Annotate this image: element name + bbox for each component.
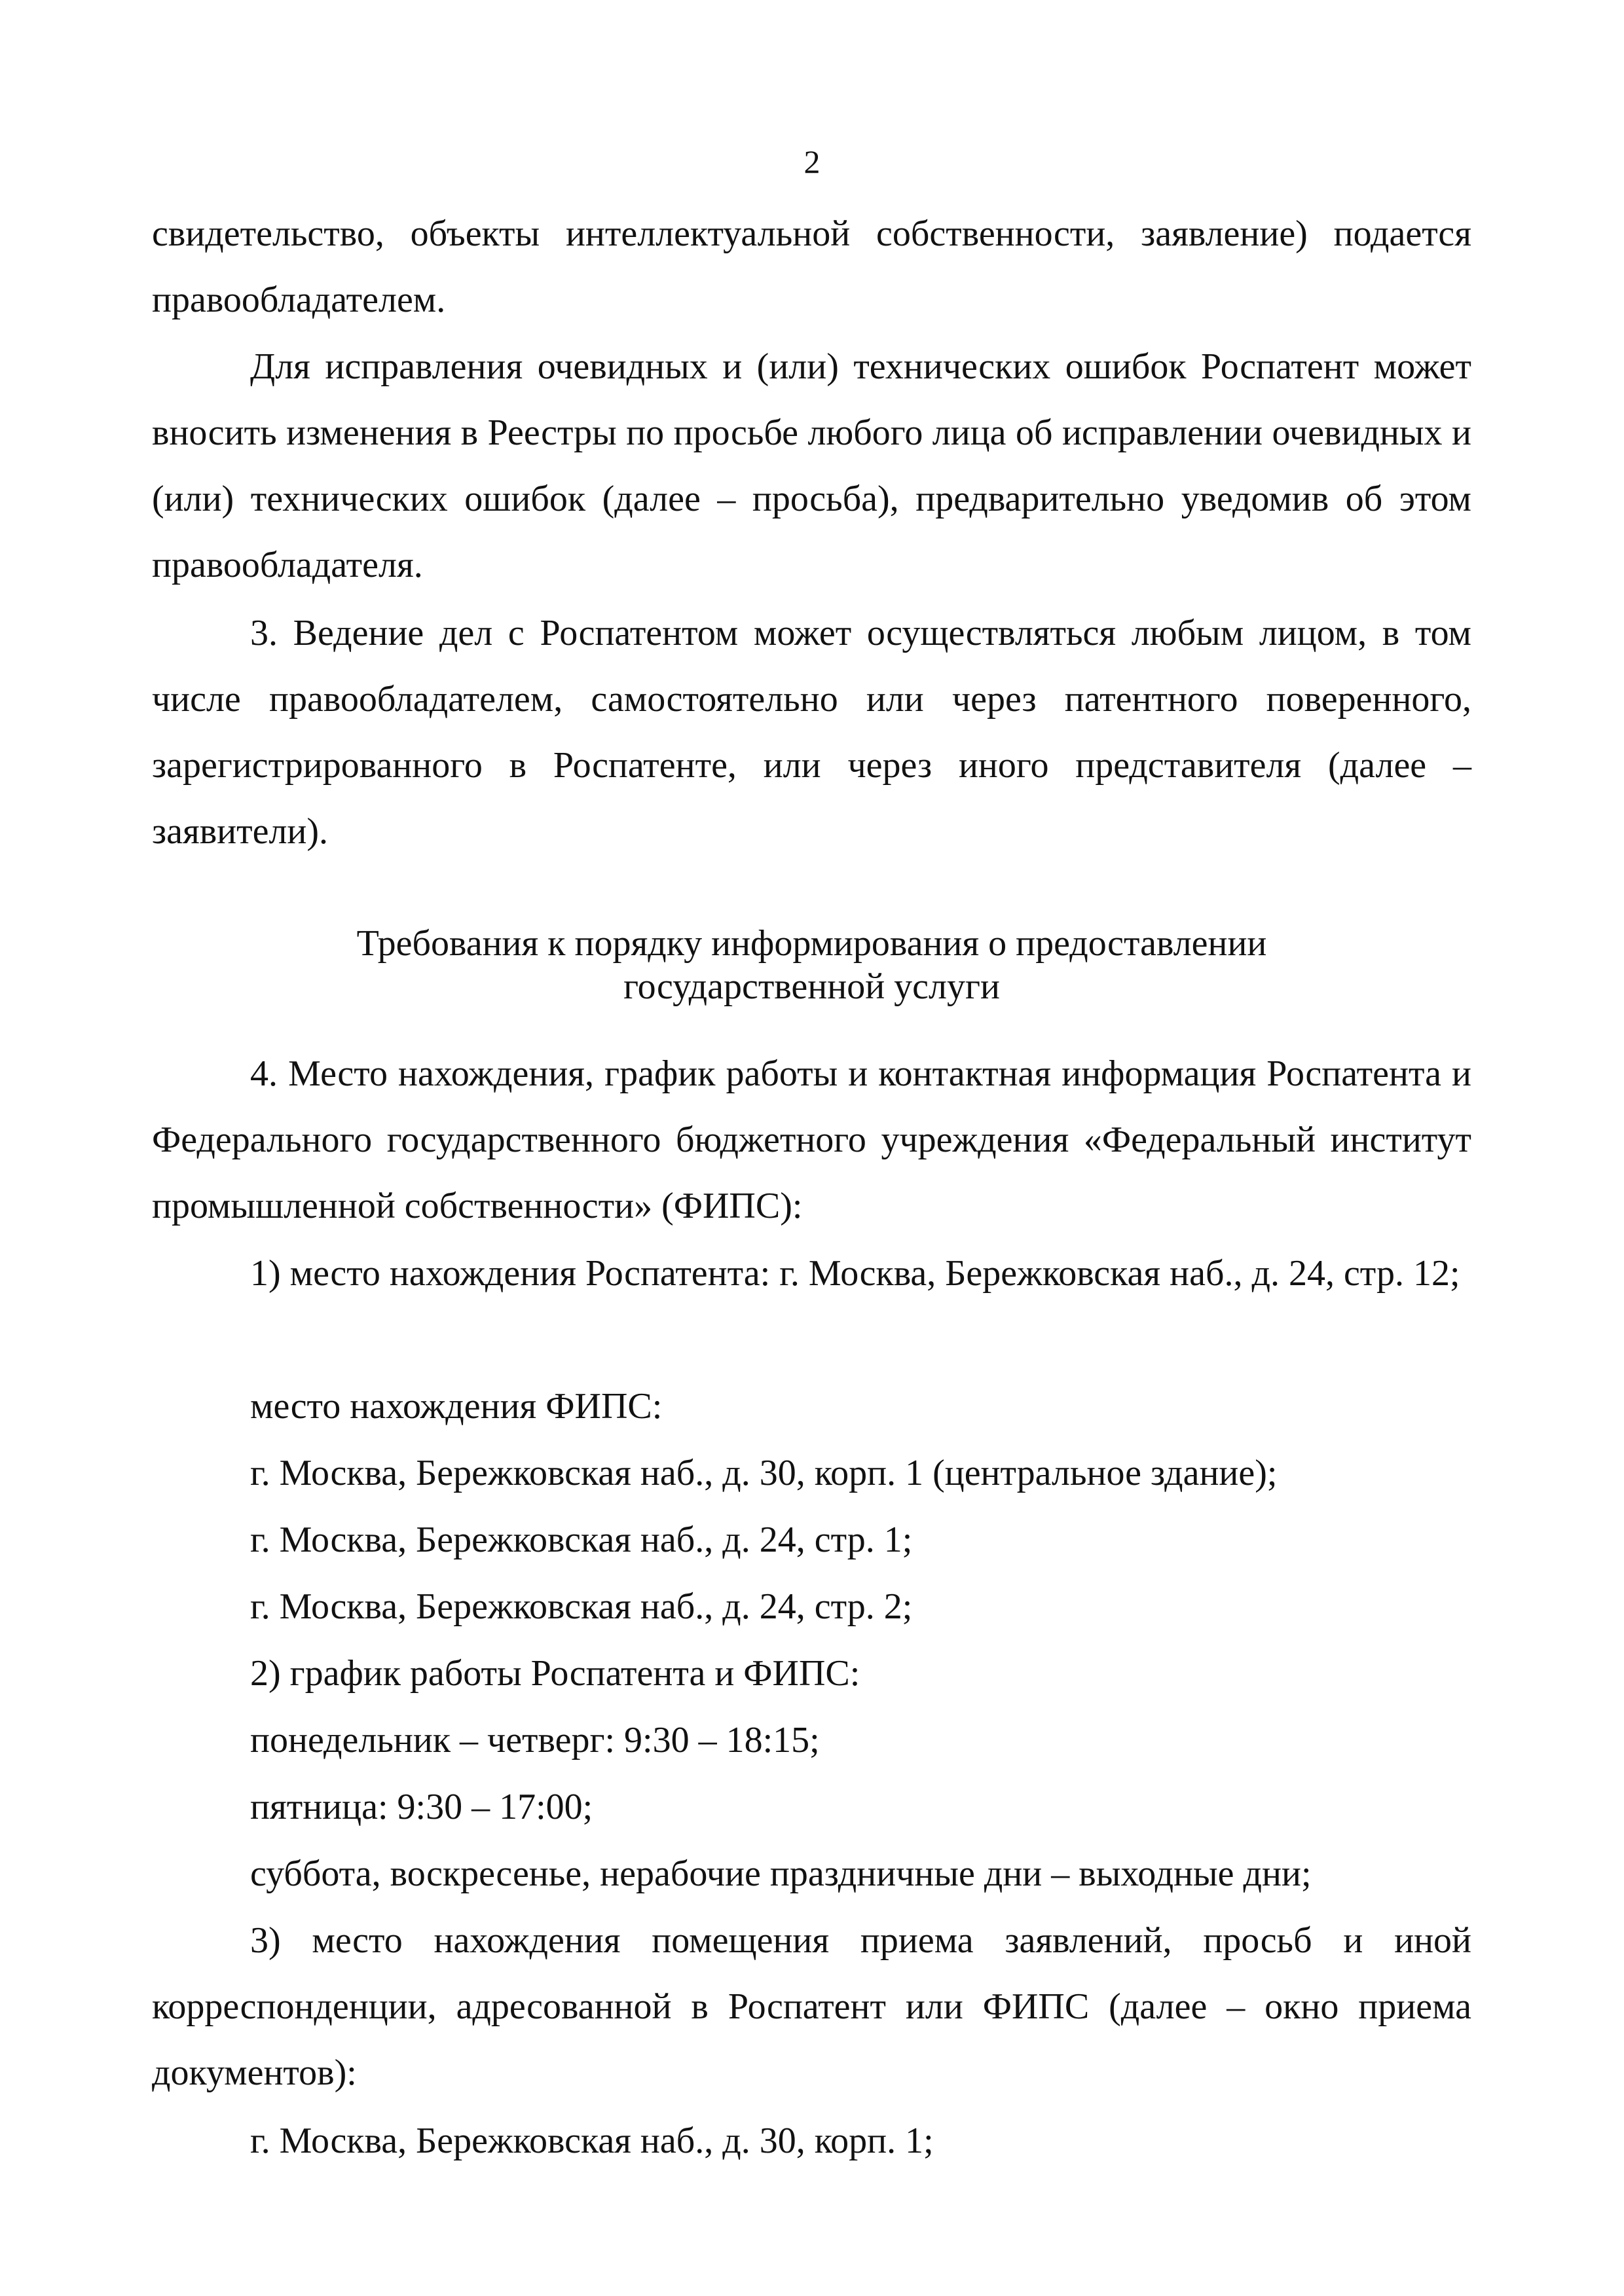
paragraph-error-correction	[152, 334, 1471, 598]
paragraph-item-4	[152, 1041, 1471, 1239]
address-line: г. Москва, Бережковская наб., д. 30, корп. 1 (центральное здание);	[250, 1453, 1278, 1493]
paragraph-text: свидетельство, объекты интеллектуальной собственности, заявление) подается правообладателем.	[152, 213, 1471, 320]
paragraph-text: 4. Место нахождения, график работы и контактная информация Роспатента и Федерального государственного бюджетного учреждения «Федеральный институт промышленной собственности» (ФИПС):	[152, 1053, 1471, 1226]
schedule-line: пятница: 9:30 – 17:00;	[250, 1787, 593, 1827]
section-heading-line: Требования к порядку информирования о предоставлении	[356, 923, 1267, 964]
text-line: 2) график работы Роспатента и ФИПС:	[250, 1653, 860, 1694]
paragraph-text: Для исправления очевидных и (или) технических ошибок Роспатент может вносить изменения в Реестры по просьбе любого лица об исправлении очевидных и (или) технических ошибок (далее – просьба), предварительно уведомив об этом правообладателя.	[152, 346, 1471, 585]
text-line: место нахождения ФИПС:	[250, 1386, 663, 1427]
paragraph-text: 3) место нахождения помещения приема заявлений, просьб и иной корреспонденции, адресованной в Роспатент или ФИПС (далее – окно приема документов):	[152, 1920, 1471, 2093]
section-heading-line: государственной услуги	[623, 966, 1000, 1007]
address-line: г. Москва, Бережковская наб., д. 30, корп. 1;	[250, 2121, 934, 2161]
section-heading	[152, 922, 1471, 1008]
paragraph-subitem-3	[152, 1908, 1471, 2106]
page-number: 2	[803, 143, 821, 180]
paragraph-continuation	[152, 201, 1471, 333]
paragraph-item-3	[152, 600, 1471, 865]
schedule-line: понедельник – четверг: 9:30 – 18:15;	[250, 1720, 820, 1760]
paragraph-text: 1) место нахождения Роспатента: г. Москва, Бережковская наб., д. 24, стр. 12;	[250, 1253, 1460, 1294]
paragraph-text: 3. Ведение дел с Роспатентом может осуществляться любым лицом, в том числе правообладателем, самостоятельно или через патентного поверенного, зарегистрированного в Роспатенте, или через иного представителя (далее – заявители).	[152, 613, 1471, 852]
schedule-line: суббота, воскресенье, нерабочие праздничные дни – выходные дни;	[250, 1853, 1312, 1894]
address-line: г. Москва, Бережковская наб., д. 24, стр. 1;	[250, 1520, 913, 1560]
paragraph-subitem-1	[152, 1241, 1471, 1307]
address-line: г. Москва, Бережковская наб., д. 24, стр. 2;	[250, 1586, 913, 1627]
